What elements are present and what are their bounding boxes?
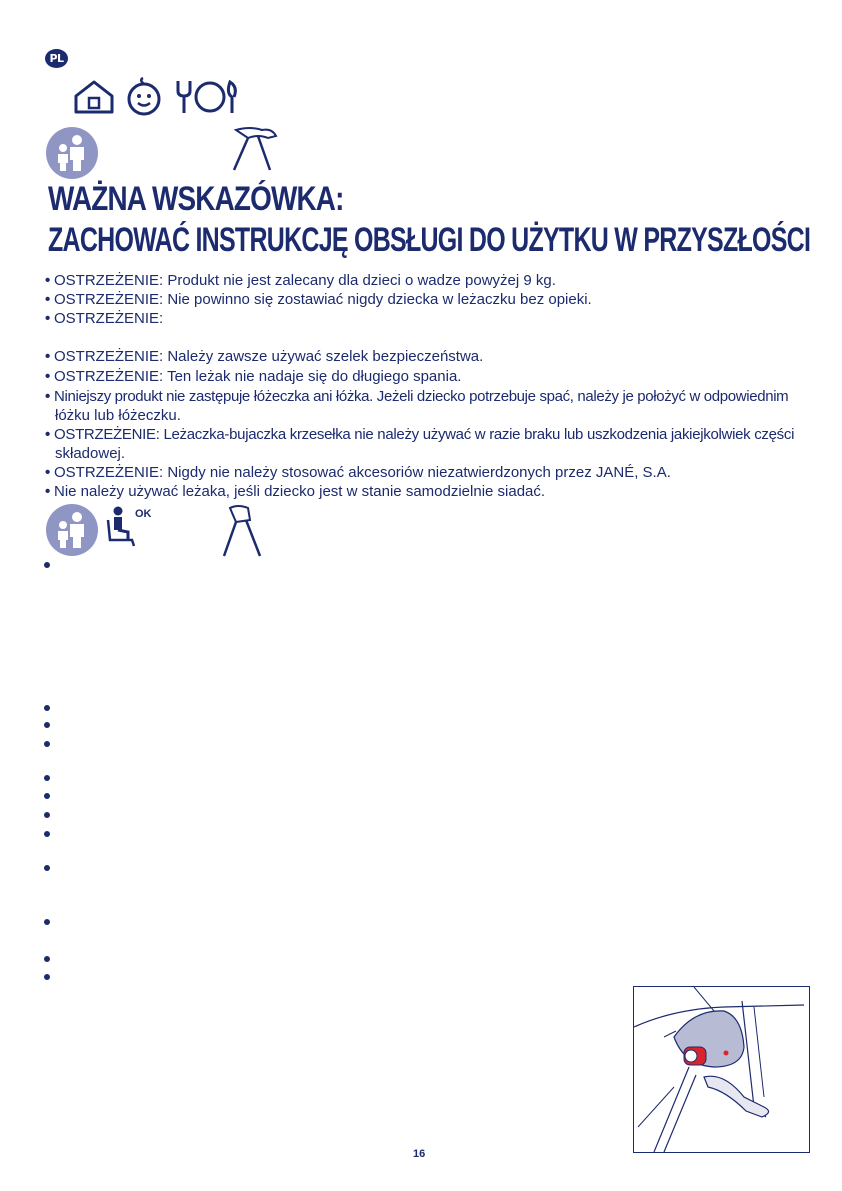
list-item-continuation: składowej. bbox=[55, 445, 126, 462]
list-item: • OSTRZEŻENIE: Leżaczka-bujaczka krzesełka nie należy używać w razie braku lub uszkodzenia jakiejkolwiek części bbox=[45, 426, 795, 443]
list-item: • OSTRZEŻENIE: Produkt nie jest zalecany dla dzieci o wadze powyżej 9 kg. bbox=[45, 272, 556, 289]
list-item-continuation: łóżku lub łóżeczku. bbox=[55, 407, 181, 424]
empty-bullet bbox=[44, 705, 50, 711]
empty-bullet bbox=[44, 865, 50, 871]
empty-bullet bbox=[44, 722, 50, 728]
adult-child-icon bbox=[46, 504, 98, 556]
list-item: • OSTRZEŻENIE: Nigdy nie należy stosować akcesoriów niezatwierdzonych przez JANÉ, S.A. bbox=[45, 464, 671, 481]
bouncer-chair-icon bbox=[228, 124, 280, 172]
harness-buckle-illustration bbox=[634, 987, 809, 1152]
house-icon bbox=[72, 78, 116, 116]
empty-bullet bbox=[44, 831, 50, 837]
empty-bullet bbox=[44, 562, 50, 568]
list-item: • OSTRZEŻENIE: Należy zawsze używać szelek bezpieczeństwa. bbox=[45, 348, 484, 365]
adult-child-icon bbox=[46, 127, 98, 179]
empty-bullet bbox=[44, 775, 50, 781]
list-item: • Nie należy używać leżaka, jeśli dziecko jest w stanie samodzielnie siadać. bbox=[45, 483, 546, 500]
empty-bullet bbox=[44, 974, 50, 980]
bouncer-chair-icon bbox=[216, 504, 266, 558]
empty-bullet bbox=[44, 956, 50, 962]
empty-bullet bbox=[44, 812, 50, 818]
list-item: • OSTRZEŻENIE: Nie powinno się zostawiać nigdy dziecka w leżaczku bez opieki. bbox=[45, 291, 592, 308]
list-item: • OSTRZEŻENIE: Ten leżak nie nadaje się do długiego spania. bbox=[45, 368, 462, 385]
ok-label: OK bbox=[135, 508, 152, 520]
page-number: 16 bbox=[413, 1148, 426, 1160]
seated-child-icon bbox=[104, 506, 138, 550]
list-item: • OSTRZEŻENIE: bbox=[45, 310, 164, 327]
list-item: • Niniejszy produkt nie zastępuje łóżeczka ani łóżka. Jeżeli dziecko potrzebuje spać, należy je położyć w odpowiednim bbox=[45, 388, 789, 405]
cutlery-plate-icon bbox=[172, 79, 242, 115]
empty-bullet bbox=[44, 919, 50, 925]
product-illustration bbox=[633, 986, 810, 1153]
language-badge: PL bbox=[45, 49, 68, 68]
page-title: WAŻNA WSKAZÓWKA: bbox=[48, 180, 344, 218]
baby-face-icon bbox=[124, 77, 164, 117]
usage-icons bbox=[72, 77, 242, 117]
empty-bullet bbox=[44, 741, 50, 747]
empty-bullet bbox=[44, 793, 50, 799]
page-subtitle: ZACHOWAĆ INSTRUKCJĘ OBSŁUGI DO UŻYTKU W PRZYSZŁOŚCI bbox=[48, 221, 811, 259]
